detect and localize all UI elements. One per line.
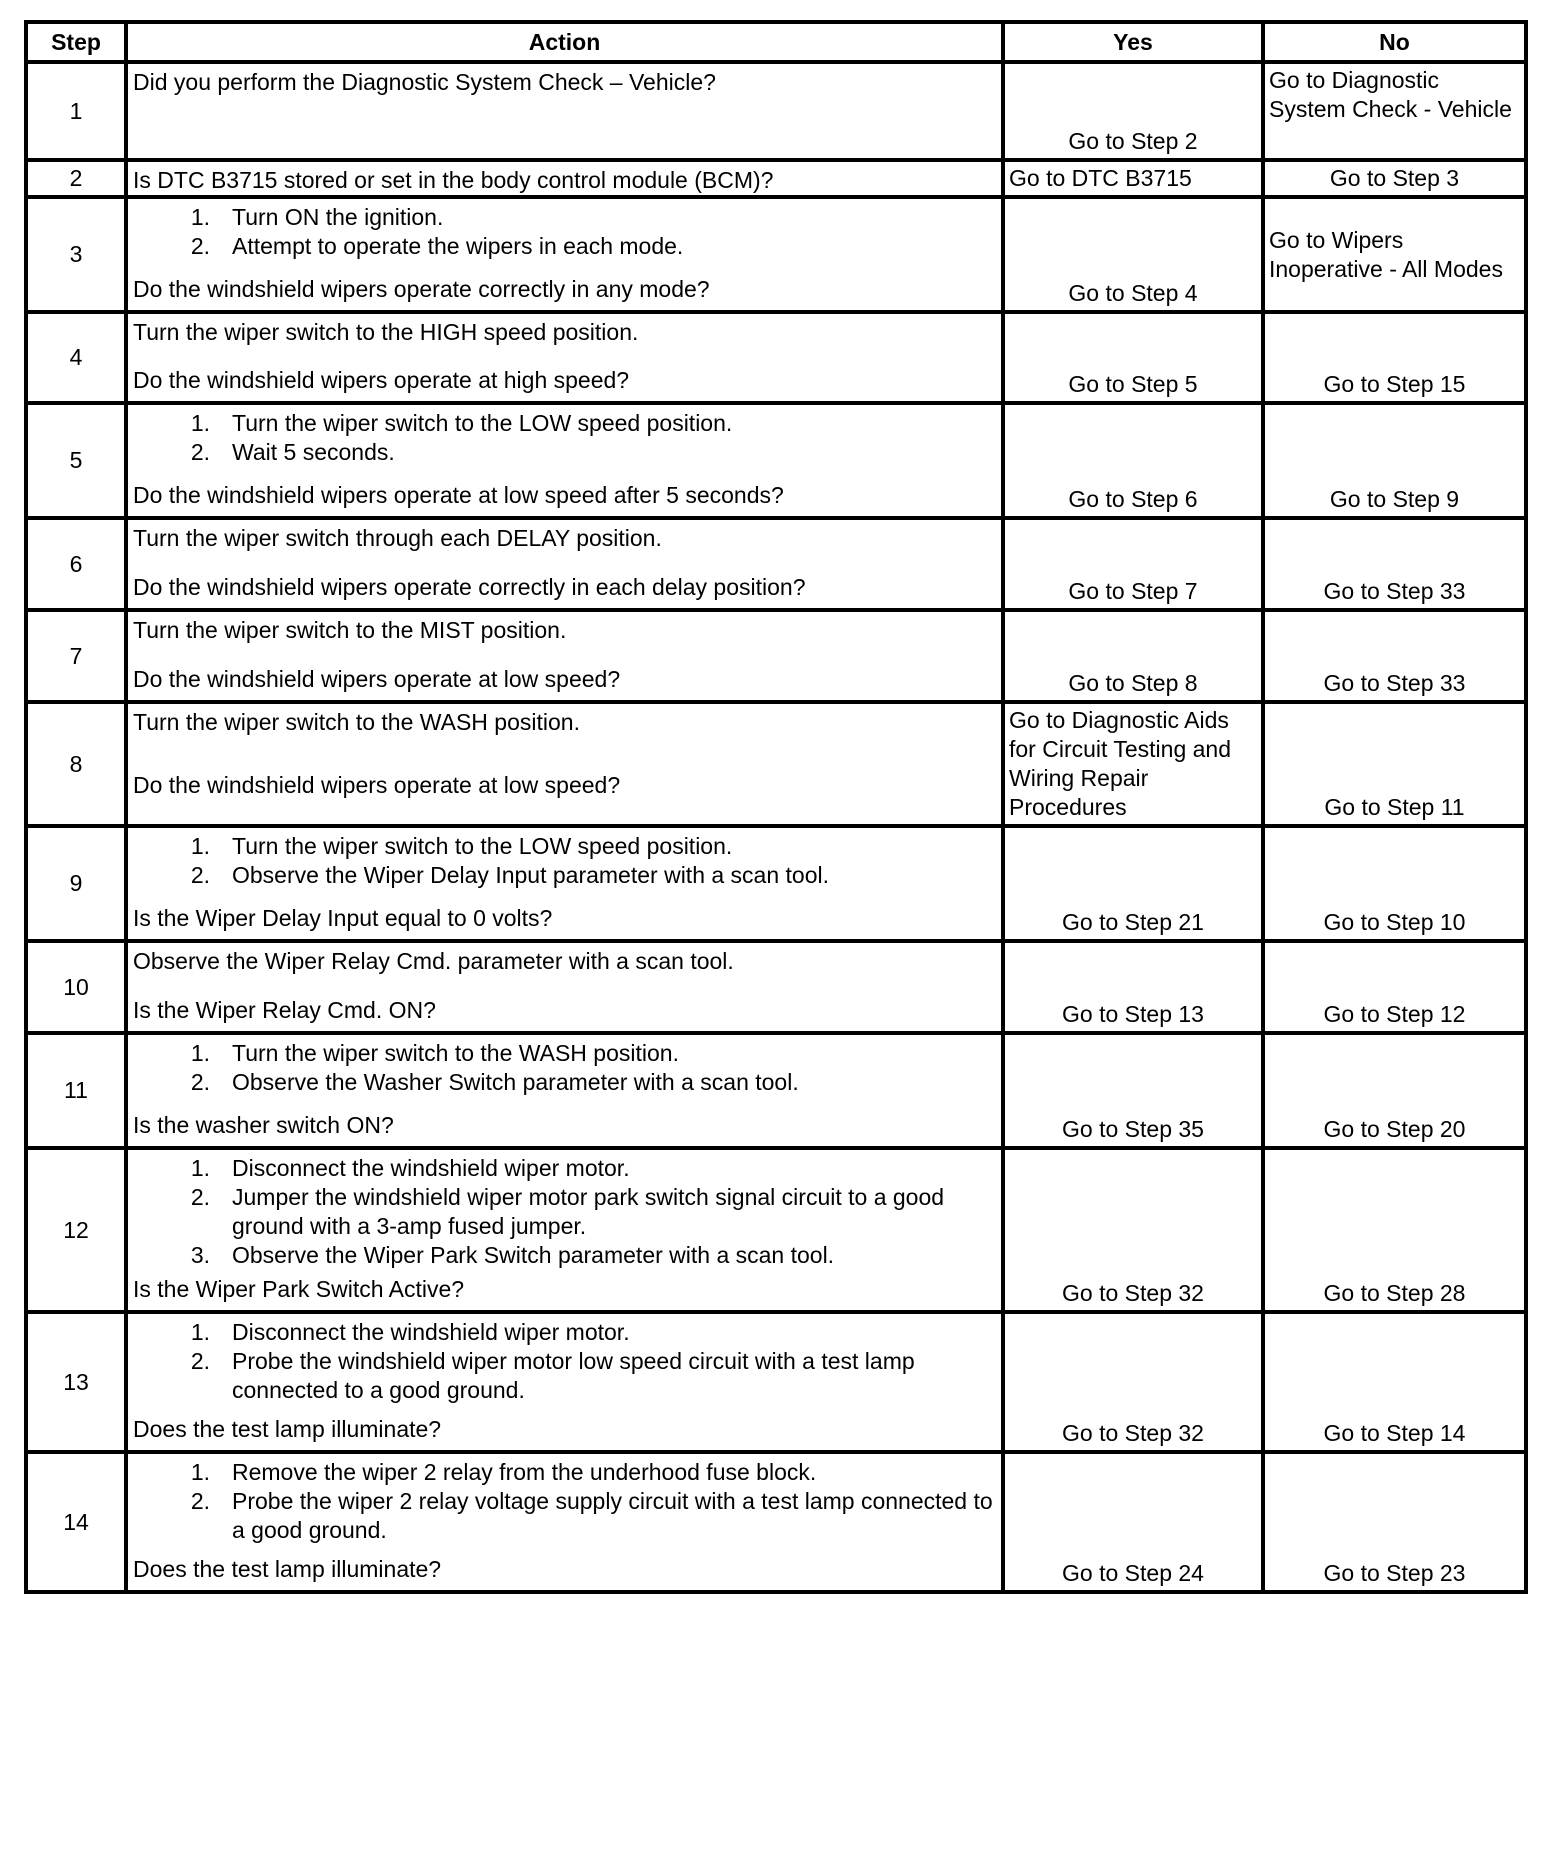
list-item-text: Observe the Washer Switch parameter with a scan tool. bbox=[232, 1069, 799, 1095]
list-item bbox=[133, 1068, 997, 1097]
yes-result: Go to Step 32 bbox=[1003, 1148, 1263, 1312]
list-item bbox=[133, 1487, 997, 1545]
list-item-text: Turn the wiper switch to the WASH position. bbox=[232, 1040, 679, 1066]
action-cell bbox=[126, 1452, 1003, 1592]
list-item bbox=[133, 1183, 997, 1241]
action-cell bbox=[126, 518, 1003, 610]
action-steps bbox=[133, 1154, 997, 1270]
header-row bbox=[26, 22, 1526, 62]
action-cell bbox=[126, 941, 1003, 1033]
table-row bbox=[26, 702, 1526, 826]
header-action: Action bbox=[126, 22, 1003, 62]
list-item-text: Turn ON the ignition. bbox=[232, 204, 444, 230]
step-number: 13 bbox=[26, 1312, 126, 1452]
action-text: Did you perform the Diagnostic System Check – Vehicle? bbox=[133, 69, 716, 95]
yes-result: Go to Step 32 bbox=[1003, 1312, 1263, 1452]
yes-result: Go to Step 13 bbox=[1003, 941, 1263, 1033]
no-result: Go to Step 33 bbox=[1263, 518, 1526, 610]
list-item bbox=[133, 1241, 997, 1270]
list-item-number: 2. bbox=[190, 1488, 210, 1514]
action-cell bbox=[126, 1312, 1003, 1452]
table-body bbox=[26, 62, 1526, 1592]
list-item bbox=[133, 438, 997, 467]
action-question: Do the windshield wipers operate correctly in each delay position? bbox=[133, 574, 806, 600]
no-result: Go to Step 14 bbox=[1263, 1312, 1526, 1452]
list-item-number: 2. bbox=[190, 1069, 210, 1095]
action-text: Turn the wiper switch to the HIGH speed position. bbox=[133, 319, 639, 345]
list-item-number: 1. bbox=[190, 204, 210, 230]
yes-result: Go to Step 4 bbox=[1003, 197, 1263, 312]
no-result: Go to Step 11 bbox=[1263, 702, 1526, 826]
action-question: Does the test lamp illuminate? bbox=[133, 1416, 442, 1442]
action-steps bbox=[133, 203, 997, 261]
step-number: 12 bbox=[26, 1148, 126, 1312]
yes-result: Go to Step 35 bbox=[1003, 1033, 1263, 1148]
action-cell bbox=[126, 312, 1003, 403]
table-row bbox=[26, 160, 1526, 197]
action-steps bbox=[133, 1318, 997, 1405]
yes-result: Go to Step 5 bbox=[1003, 312, 1263, 403]
yes-result: Go to Step 8 bbox=[1003, 610, 1263, 702]
action-question: Is the Wiper Park Switch Active? bbox=[133, 1276, 465, 1302]
list-item bbox=[133, 409, 997, 438]
action-question: Is the washer switch ON? bbox=[133, 1112, 394, 1138]
list-item-text: Observe the Wiper Delay Input parameter with a scan tool. bbox=[232, 862, 830, 888]
list-item-number: 2. bbox=[190, 1184, 210, 1210]
table-row bbox=[26, 312, 1526, 403]
list-item bbox=[133, 232, 997, 261]
list-item bbox=[133, 203, 997, 232]
list-item-text: Wait 5 seconds. bbox=[232, 439, 395, 465]
action-question: Do the windshield wipers operate at low speed after 5 seconds? bbox=[133, 482, 784, 508]
action-cell bbox=[126, 403, 1003, 518]
table-row bbox=[26, 610, 1526, 702]
list-item bbox=[133, 1154, 997, 1183]
list-item bbox=[133, 1039, 997, 1068]
table-row bbox=[26, 62, 1526, 160]
step-number: 2 bbox=[26, 160, 126, 197]
action-question: Do the windshield wipers operate at low speed? bbox=[133, 772, 621, 798]
action-cell bbox=[126, 160, 1003, 197]
list-item-text: Disconnect the windshield wiper motor. bbox=[232, 1155, 630, 1181]
action-text: Is DTC B3715 stored or set in the body control module (BCM)? bbox=[133, 167, 774, 193]
list-item-text: Probe the windshield wiper motor low speed circuit with a test lamp connected to a good ground. bbox=[232, 1348, 915, 1403]
action-question: Does the test lamp illuminate? bbox=[133, 1556, 442, 1582]
step-number: 11 bbox=[26, 1033, 126, 1148]
step-number: 14 bbox=[26, 1452, 126, 1592]
list-item bbox=[133, 861, 997, 890]
action-question: Do the windshield wipers operate correctly in any mode? bbox=[133, 276, 710, 302]
action-steps bbox=[133, 1039, 997, 1097]
list-item bbox=[133, 1318, 997, 1347]
action-text: Observe the Wiper Relay Cmd. parameter with a scan tool. bbox=[133, 948, 734, 974]
step-number: 10 bbox=[26, 941, 126, 1033]
action-steps bbox=[133, 409, 997, 467]
table-row bbox=[26, 1033, 1526, 1148]
yes-result: Go to Diagnostic Aids for Circuit Testing and Wiring Repair Procedures bbox=[1003, 702, 1263, 826]
list-item-number: 1. bbox=[190, 833, 210, 859]
list-item-number: 1. bbox=[190, 1040, 210, 1066]
table-row bbox=[26, 826, 1526, 941]
no-result: Go to Step 33 bbox=[1263, 610, 1526, 702]
list-item bbox=[133, 1458, 997, 1487]
no-result: Go to Diagnostic System Check - Vehicle bbox=[1263, 62, 1526, 160]
table-row bbox=[26, 518, 1526, 610]
no-result: Go to Step 9 bbox=[1263, 403, 1526, 518]
yes-result: Go to DTC B3715 bbox=[1003, 160, 1263, 197]
list-item-number: 3. bbox=[190, 1242, 210, 1268]
list-item-text: Disconnect the windshield wiper motor. bbox=[232, 1319, 630, 1345]
header-step: Step bbox=[26, 22, 126, 62]
yes-result: Go to Step 6 bbox=[1003, 403, 1263, 518]
list-item-number: 1. bbox=[190, 1155, 210, 1181]
list-item-text: Turn the wiper switch to the LOW speed position. bbox=[232, 410, 733, 436]
action-cell bbox=[126, 610, 1003, 702]
list-item-number: 1. bbox=[190, 1319, 210, 1345]
step-number: 6 bbox=[26, 518, 126, 610]
list-item-text: Remove the wiper 2 relay from the underhood fuse block. bbox=[232, 1459, 817, 1485]
list-item-text: Jumper the windshield wiper motor park switch signal circuit to a good ground with a 3-amp fused jumper. bbox=[232, 1184, 945, 1239]
list-item bbox=[133, 1347, 997, 1405]
yes-result: Go to Step 21 bbox=[1003, 826, 1263, 941]
action-cell bbox=[126, 1033, 1003, 1148]
step-number: 1 bbox=[26, 62, 126, 160]
list-item-number: 1. bbox=[190, 1459, 210, 1485]
diagnostic-table bbox=[24, 20, 1528, 1594]
yes-result: Go to Step 2 bbox=[1003, 62, 1263, 160]
list-item-text: Attempt to operate the wipers in each mode. bbox=[232, 233, 684, 259]
action-text: Turn the wiper switch to the WASH position. bbox=[133, 709, 580, 735]
yes-result: Go to Step 7 bbox=[1003, 518, 1263, 610]
no-result: Go to Step 10 bbox=[1263, 826, 1526, 941]
no-result: Go to Step 3 bbox=[1263, 160, 1526, 197]
no-result: Go to Step 20 bbox=[1263, 1033, 1526, 1148]
action-question: Do the windshield wipers operate at low speed? bbox=[133, 666, 621, 692]
list-item-number: 2. bbox=[190, 862, 210, 888]
action-question: Do the windshield wipers operate at high speed? bbox=[133, 367, 630, 393]
action-steps bbox=[133, 832, 997, 890]
list-item bbox=[133, 832, 997, 861]
action-cell bbox=[126, 1148, 1003, 1312]
table-row bbox=[26, 1452, 1526, 1592]
list-item-number: 2. bbox=[190, 439, 210, 465]
action-steps bbox=[133, 1458, 997, 1545]
list-item-number: 2. bbox=[190, 233, 210, 259]
yes-result: Go to Step 24 bbox=[1003, 1452, 1263, 1592]
list-item-text: Probe the wiper 2 relay voltage supply circuit with a test lamp connected to a good ground. bbox=[232, 1488, 993, 1543]
no-result: Go to Step 23 bbox=[1263, 1452, 1526, 1592]
step-number: 8 bbox=[26, 702, 126, 826]
list-item-text: Turn the wiper switch to the LOW speed position. bbox=[232, 833, 733, 859]
list-item-number: 2. bbox=[190, 1348, 210, 1374]
step-number: 3 bbox=[26, 197, 126, 312]
list-item-text: Observe the Wiper Park Switch parameter with a scan tool. bbox=[232, 1242, 835, 1268]
step-number: 9 bbox=[26, 826, 126, 941]
no-result: Go to Step 12 bbox=[1263, 941, 1526, 1033]
action-text: Turn the wiper switch to the MIST position. bbox=[133, 617, 567, 643]
no-result: Go to Step 28 bbox=[1263, 1148, 1526, 1312]
step-number: 4 bbox=[26, 312, 126, 403]
action-question: Is the Wiper Relay Cmd. ON? bbox=[133, 997, 436, 1023]
action-cell bbox=[126, 826, 1003, 941]
header-yes: Yes bbox=[1003, 22, 1263, 62]
action-cell bbox=[126, 197, 1003, 312]
action-cell bbox=[126, 702, 1003, 826]
action-cell bbox=[126, 62, 1003, 160]
no-result: Go to Step 15 bbox=[1263, 312, 1526, 403]
action-text: Turn the wiper switch through each DELAY position. bbox=[133, 525, 662, 551]
header-no: No bbox=[1263, 22, 1526, 62]
step-number: 7 bbox=[26, 610, 126, 702]
table-row bbox=[26, 197, 1526, 312]
table-row bbox=[26, 941, 1526, 1033]
table-row bbox=[26, 403, 1526, 518]
no-result: Go to Wipers Inoperative - All Modes bbox=[1263, 197, 1526, 312]
table-row bbox=[26, 1312, 1526, 1452]
list-item-number: 1. bbox=[190, 410, 210, 436]
table-row bbox=[26, 1148, 1526, 1312]
step-number: 5 bbox=[26, 403, 126, 518]
action-question: Is the Wiper Delay Input equal to 0 volts? bbox=[133, 905, 553, 931]
